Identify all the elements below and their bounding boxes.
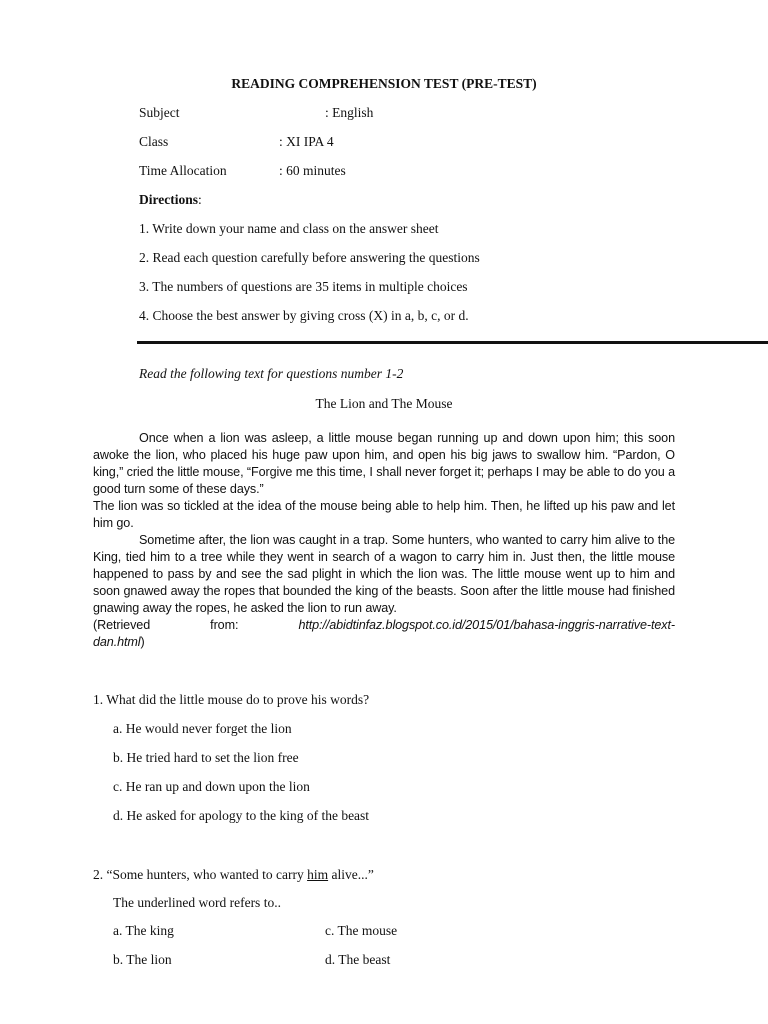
question-2-option-a: a. The king — [113, 923, 174, 938]
info-class-label: Class — [139, 134, 169, 149]
passage-text — [93, 430, 675, 651]
question-2: 2. “Some hunters, who wanted to carry him alive...” — [93, 867, 374, 882]
question-1-option-c: c. He ran up and down upon the lion — [113, 779, 310, 794]
question-2-prompt: The underlined word refers to.. — [113, 895, 281, 910]
source-retrieved: (Retrieved — [93, 618, 151, 632]
passage-source — [93, 617, 675, 634]
direction-item: 4. Choose the best answer by giving cross (X) in a, b, c, or d. — [139, 308, 469, 323]
passage-paragraph: The lion was so tickled at the idea of the mouse being able to help him. Then, he lifted up his paw and let him go. — [93, 499, 675, 530]
info-subject-label: Subject — [139, 105, 180, 120]
source-from: from: — [210, 618, 239, 632]
info-class-value: : XI IPA 4 — [279, 134, 334, 149]
direction-item: 3. The numbers of questions are 35 items in multiple choices — [139, 279, 468, 294]
question-1-option-b: b. He tried hard to set the lion free — [113, 750, 299, 765]
passage-title: The Lion and The Mouse — [315, 396, 453, 411]
passage-paragraph: Once when a lion was asleep, a little mouse began running up and down upon him; this soon awoke the lion, who placed his huge paw upon him, and open his big jaws to swallow him. “Pardon, O king,” cried the little mouse, “Forgive me this time, I shall never forget it; perhaps I may be able to do you a good turn some of these days.” — [93, 431, 675, 496]
question-2-option-c: c. The mouse — [325, 923, 398, 938]
directions-heading: Directions: — [139, 192, 202, 207]
source-url: http://abidtinfaz.blogspot.co.id/2015/01/bahasa-inggris-narrative-text- — [298, 618, 675, 632]
passage-source-line2: dan.html) — [93, 635, 145, 649]
section-divider — [137, 341, 768, 344]
passage-paragraph: Sometime after, the lion was caught in a trap. Some hunters, who wanted to carry him alive to the King, tied him to a tree while they went in search of a wagon to carry him in. Just then, the little mouse happened to pass by and see the sad plight in which the lion was. The little mouse went up to him and soon gnawed away the ropes that bounded the king of the beasts. Soon after the little mouse had finished gnawing away the ropes, he asked the lion to run away. — [93, 533, 675, 615]
question-1-option-d: d. He asked for apology to the king of the beast — [113, 808, 370, 823]
question-1-option-a: a. He would never forget the lion — [113, 721, 292, 736]
info-subject-value: : English — [325, 105, 374, 120]
direction-item: 1. Write down your name and class on the answer sheet — [139, 221, 439, 236]
info-time-label: Time Allocation — [139, 163, 227, 178]
info-time-value: : 60 minutes — [279, 163, 346, 178]
question-1: 1. What did the little mouse do to prove his words? — [93, 692, 370, 707]
passage-instruction: Read the following text for questions number 1-2 — [139, 366, 404, 381]
direction-item: 2. Read each question carefully before answering the questions — [139, 250, 480, 265]
test-title: READING COMPREHENSION TEST (PRE-TEST) — [231, 76, 537, 91]
underlined-word: him — [307, 867, 329, 882]
question-2-option-d: d. The beast — [325, 952, 391, 967]
question-2-option-b: b. The lion — [113, 952, 172, 967]
